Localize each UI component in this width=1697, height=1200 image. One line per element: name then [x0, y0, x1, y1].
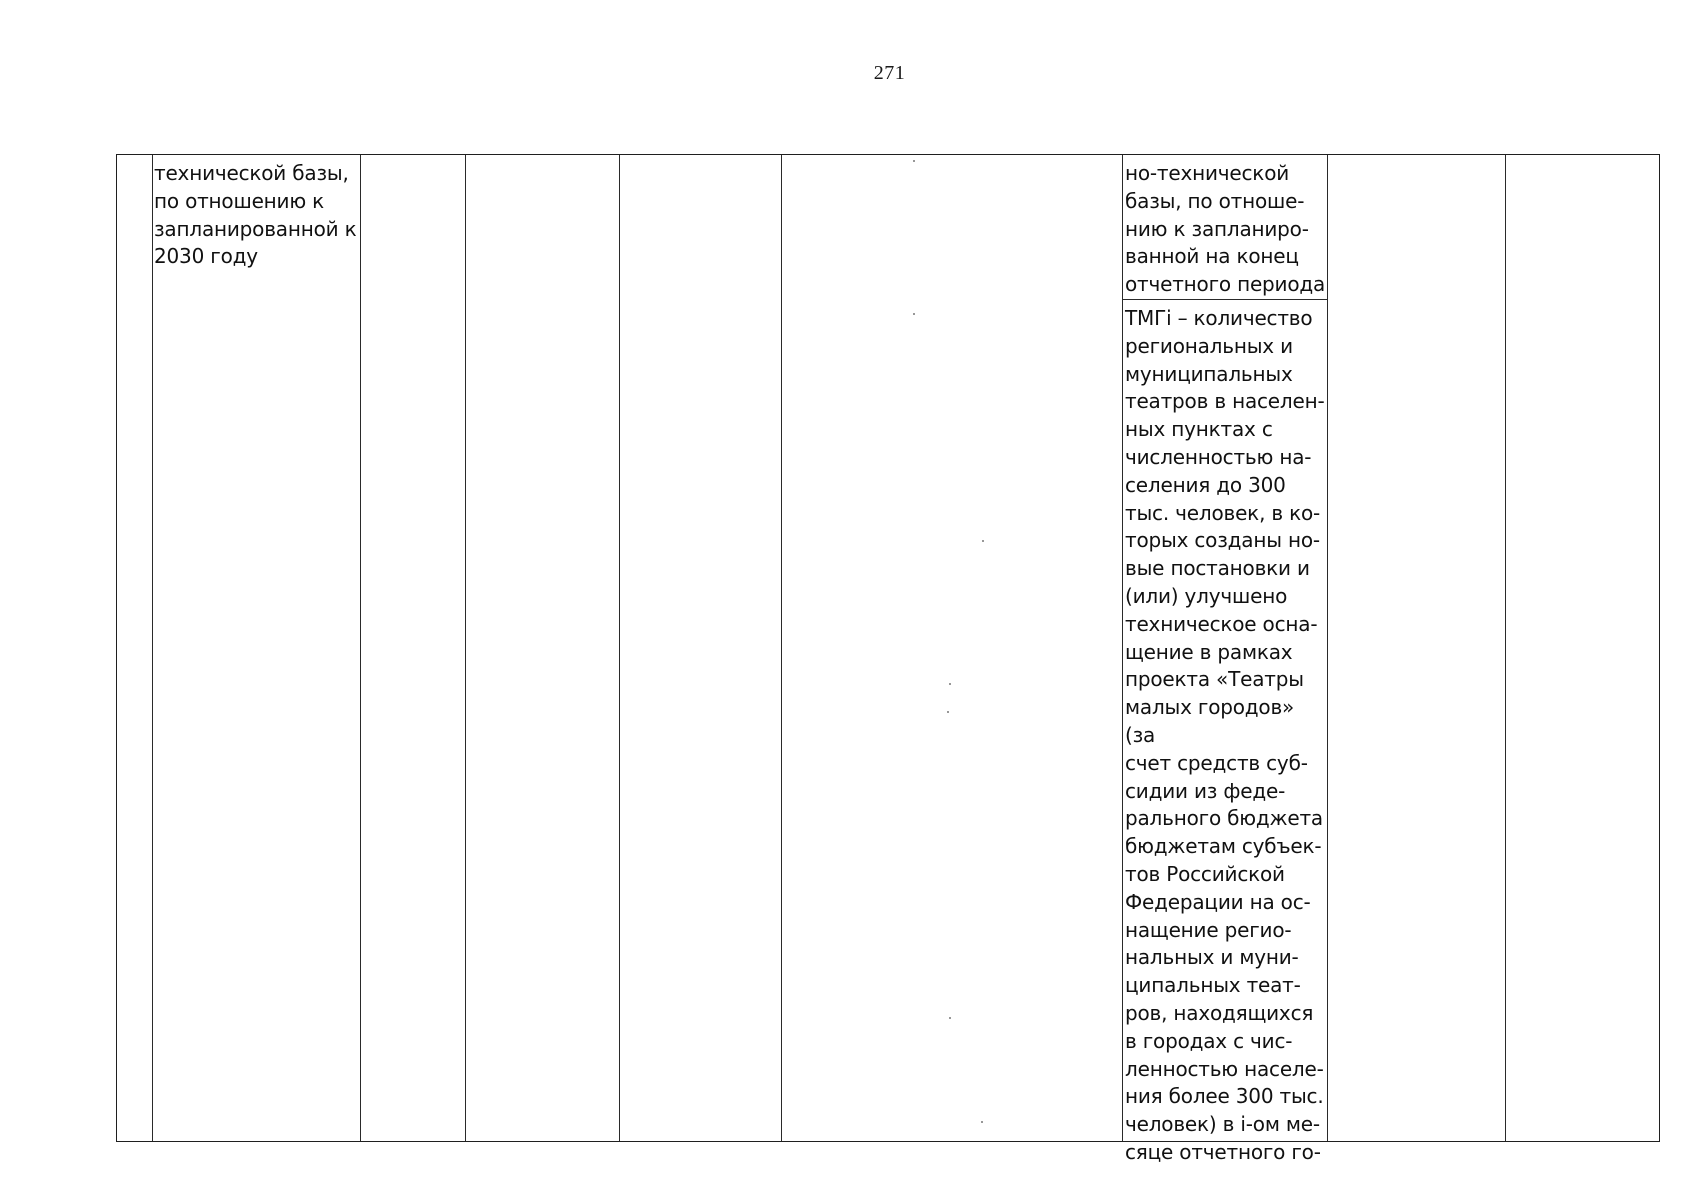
scan-speck	[949, 1017, 951, 1019]
column-divider	[152, 155, 153, 1141]
document-table	[116, 154, 1660, 1164]
scan-speck	[947, 711, 949, 713]
column-divider	[1122, 155, 1123, 1141]
scan-speck	[982, 540, 984, 542]
scan-speck	[913, 313, 915, 315]
column-divider	[619, 155, 620, 1141]
column-divider	[781, 155, 782, 1141]
formula-description-cell: но-технической базы, по отноше- нию к запланиро- ванной на конец отчетного периода	[1125, 161, 1326, 297]
column-divider	[360, 155, 361, 1141]
cell-divider	[1122, 299, 1327, 300]
scan-speck	[913, 160, 915, 162]
scan-speck	[981, 1121, 983, 1123]
indicator-name-cell: технической базы, по отношению к запланированной к 2030 году	[154, 161, 357, 269]
formula-variable-cell: ТМГi – количество региональных и муниципальных театров в населен- ных пунктах с численностью на- селения до 300 тыс. человек, в ко- торых созданы но- вые постановки и (или) улучшено техническое осна- щение в рамках проекта «Театры малых городов» (за счет средств суб- сидии из феде- рального бюджета бюджетам субъек- тов Российской Федерации на ос- нащение регио- нальных и муни- ципальных теат- ров, находящихся в городах с чис- ленностью населе- ния более 300 тыс. человек) в i-ом ме- сяце отчетного го-	[1125, 306, 1325, 1164]
scan-speck	[949, 683, 951, 685]
column-divider	[465, 155, 466, 1141]
page-number: 271	[873, 62, 906, 84]
column-divider	[1505, 155, 1506, 1141]
